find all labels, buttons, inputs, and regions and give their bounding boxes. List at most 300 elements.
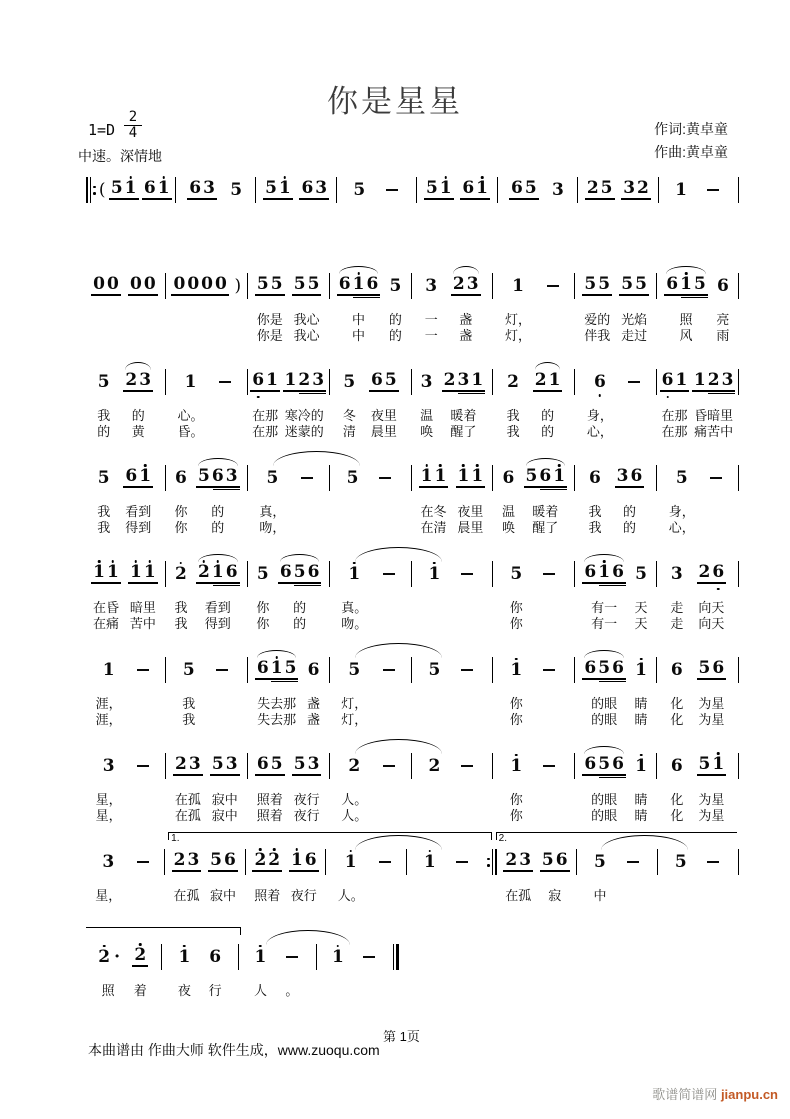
- note-digit: 2: [198, 562, 210, 582]
- note-digit: 3: [623, 178, 636, 198]
- measure: [494, 753, 573, 822]
- note-digit: 3: [466, 274, 479, 294]
- dash-note: [379, 861, 391, 863]
- lyric-syllable: 在痛: [92, 615, 119, 631]
- note-row: [85, 465, 740, 534]
- note-token: [95, 944, 121, 997]
- note-token: [668, 657, 686, 726]
- note-token: [350, 177, 368, 203]
- note-digit: 6: [612, 658, 624, 678]
- barline: [85, 177, 97, 203]
- note-digit: 1: [635, 659, 647, 680]
- note-token: [696, 657, 728, 726]
- note-token: [696, 753, 728, 822]
- note-digit: 3: [425, 275, 438, 296]
- lyric-syllable: 向天: [698, 599, 725, 615]
- note-token: [374, 465, 396, 534]
- note-token: [659, 369, 691, 438]
- site-name: 歌谱简谱网: [652, 1087, 718, 1102]
- note-digit: 3: [616, 466, 629, 486]
- lyric-syllable: 在孤: [174, 807, 201, 823]
- note-digit: 1: [278, 178, 291, 198]
- note-token: [620, 177, 652, 203]
- note-token: [251, 849, 283, 902]
- note-token: [249, 369, 281, 438]
- measure: [167, 753, 246, 822]
- lyric-syllable: 真。: [341, 599, 368, 615]
- note-digit: 6: [338, 274, 351, 294]
- lyric-syllable: 天: [634, 615, 648, 631]
- note-digit: 1: [439, 178, 452, 198]
- dash-note: [137, 669, 149, 671]
- note-digit: 1: [143, 562, 156, 582]
- measure: [318, 944, 393, 997]
- note-digit: 6: [584, 562, 597, 582]
- lyric-syllable: 我: [506, 407, 520, 423]
- note-digit: 1: [284, 370, 297, 390]
- lyric-syllable: 的: [541, 423, 555, 439]
- volta-bracket: [86, 927, 242, 938]
- dash-note: [543, 669, 555, 671]
- measure: [97, 177, 174, 203]
- measure: [660, 177, 737, 203]
- measure: [167, 465, 246, 534]
- lyric-syllable: 晨里: [457, 519, 484, 535]
- note-token: [227, 177, 245, 203]
- dash-note: [461, 765, 473, 767]
- lyric-syllable: 照: [679, 311, 693, 327]
- note-token: [538, 753, 560, 822]
- note-digit: 6: [712, 562, 725, 582]
- note-token: [358, 944, 380, 997]
- score-system: [85, 369, 740, 438]
- lyric-syllable: 心，: [668, 519, 695, 535]
- note-token: [450, 273, 482, 342]
- lyric-syllable: 暗里: [129, 599, 156, 615]
- slur-arc: [198, 458, 238, 466]
- lyric-syllable: 寂中: [211, 807, 238, 823]
- lyric-syllable: 寂: [548, 887, 562, 903]
- note-digit: 5: [284, 658, 297, 678]
- dash-note: [386, 189, 398, 191]
- note-digit: 1: [352, 274, 365, 294]
- note-token: [614, 465, 646, 534]
- note-token: [426, 561, 444, 630]
- score-system: [85, 753, 740, 822]
- dash-note: [461, 573, 473, 575]
- lyric-syllable: 醒了: [532, 519, 559, 535]
- lyric-syllable: 你是: [256, 327, 283, 343]
- note-digit: 6: [307, 562, 320, 582]
- sixteenth-beam: [599, 681, 626, 683]
- note-token: [175, 944, 193, 997]
- lyric-syllable: 吻，: [259, 519, 286, 535]
- note-digit: 3: [312, 370, 325, 390]
- lyric-syllable: 的眼: [591, 791, 618, 807]
- note-digit: 1: [693, 370, 706, 390]
- slur-arc: [584, 554, 624, 562]
- parenthesis: (: [98, 180, 106, 200]
- lyric-syllable: 我: [97, 503, 111, 519]
- page-number: 第 1页: [383, 1029, 420, 1044]
- note-token: [131, 944, 149, 997]
- dash-note: [543, 573, 555, 575]
- note-digit: 2: [175, 563, 187, 584]
- lyric-syllable: 中: [593, 887, 607, 903]
- note-digit: 3: [188, 754, 201, 774]
- note-digit: 2: [443, 370, 456, 390]
- note-digit: 1: [598, 562, 611, 582]
- lyric-syllable: 星，: [95, 887, 122, 903]
- lyric-syllable: 涯，: [95, 711, 122, 727]
- dash-note: [707, 189, 719, 191]
- note-digit: 6: [539, 466, 552, 486]
- lyric-syllable: 你是: [256, 311, 283, 327]
- lyric-syllable: 失去那: [257, 695, 297, 711]
- note-digit: 5: [346, 467, 359, 488]
- augmentation-dot: ·: [114, 947, 121, 967]
- lyric-syllable: 在冬: [420, 503, 447, 519]
- note-digit: 1: [157, 178, 170, 198]
- note-digit: 5: [598, 754, 611, 774]
- note-token: [262, 177, 294, 203]
- note-digit: 1: [471, 466, 484, 486]
- note-digit: 1: [254, 946, 267, 967]
- measure: [576, 753, 655, 822]
- measure: [167, 369, 246, 438]
- lyric-syllable: 夜行: [293, 791, 320, 807]
- note-row: [85, 833, 740, 903]
- dash-note: [137, 861, 149, 863]
- measure: [408, 849, 486, 902]
- measure: [494, 369, 573, 438]
- note-token: [418, 369, 436, 438]
- note-digit: 1: [548, 370, 561, 390]
- lyric-syllable: 看到: [204, 599, 231, 615]
- note-digit: 6: [593, 371, 606, 392]
- tie-arc: [355, 547, 442, 562]
- dash-note: [301, 477, 313, 479]
- lyric-syllable: 昏暗里: [694, 407, 734, 423]
- note-token: [132, 849, 154, 902]
- note-digit: 3: [102, 755, 115, 776]
- lyric-syllable: 化: [670, 807, 684, 823]
- score-system: [85, 833, 740, 903]
- note-token: [127, 561, 159, 630]
- lyric-syllable: 得到: [204, 615, 231, 631]
- lyric-syllable: 真，: [259, 503, 286, 519]
- note-digit: 6: [462, 178, 475, 198]
- note-token: [132, 753, 154, 822]
- note-digit: 6: [252, 370, 265, 390]
- measure: [85, 465, 164, 534]
- note-token: [456, 753, 478, 822]
- note-token: [305, 657, 323, 726]
- score-system: [85, 465, 740, 534]
- barline: [737, 657, 740, 683]
- measure: [499, 177, 576, 203]
- note-token: [456, 561, 478, 630]
- dash-note: [547, 285, 559, 287]
- note-digit: 1: [476, 178, 488, 198]
- lyric-syllable: 我: [97, 407, 111, 423]
- note-token: [254, 273, 286, 342]
- lyric-syllable: 走: [670, 615, 684, 631]
- note-digit: 5: [210, 850, 222, 870]
- note-digit: 5: [348, 659, 361, 680]
- note-row: [85, 177, 740, 203]
- lyric-syllable: 光焰: [621, 311, 648, 327]
- note-digit: 5: [698, 658, 711, 678]
- lyric-syllable: 夜: [177, 982, 191, 998]
- lyric-syllable: 爱的: [584, 311, 611, 327]
- lyric-syllable: 痛苦中: [694, 423, 734, 439]
- dash-note: [286, 956, 298, 958]
- note-digit: 5: [594, 851, 606, 872]
- note-digit: 5: [307, 274, 320, 294]
- note-token: [233, 273, 242, 342]
- measure: [240, 944, 315, 997]
- note-token: [95, 465, 113, 534]
- note-digit: 3: [519, 850, 532, 870]
- sixteenth-beam: [213, 585, 240, 587]
- measure: [494, 273, 573, 342]
- sixteenth-beam: [271, 681, 298, 683]
- note-digit: 2: [268, 850, 281, 870]
- note-digit: 5: [293, 754, 306, 774]
- note-token: [298, 177, 330, 203]
- sixteenth-beam: [540, 489, 567, 491]
- note-digit: 1: [178, 946, 191, 967]
- note-token: [618, 273, 650, 342]
- note-digit: 1: [290, 850, 303, 870]
- time-signature-numerator: 2: [128, 109, 138, 125]
- note-token: [288, 849, 320, 902]
- lyric-syllable: 寂中: [211, 791, 238, 807]
- note-digit: 0: [187, 274, 200, 294]
- note-token: [632, 753, 650, 822]
- dash-note: [379, 477, 391, 479]
- note-digit: 5: [524, 178, 537, 198]
- measure: [249, 753, 328, 822]
- measure: [249, 369, 328, 438]
- note-token: [132, 657, 154, 726]
- lyric-syllable: 寂中: [209, 887, 236, 903]
- note-digit: 2: [175, 754, 187, 774]
- lyric-syllable: 有一: [591, 599, 618, 615]
- note-token: [98, 177, 107, 203]
- note-digit: 3: [225, 466, 238, 486]
- lyric-syllable: 在那: [661, 423, 688, 439]
- note-token: [122, 369, 154, 438]
- sixteenth-beam: [708, 393, 735, 395]
- note-token: [252, 944, 270, 997]
- lyric-syllable: 睛: [634, 791, 648, 807]
- note-digit: 1: [124, 178, 137, 198]
- note-token: [207, 849, 239, 902]
- note-token: [581, 561, 627, 630]
- barline: [737, 177, 740, 203]
- note-digit: 5: [270, 754, 283, 774]
- note-token: [291, 273, 323, 342]
- lyric-syllable: 的: [131, 407, 145, 423]
- note-token: [426, 753, 444, 822]
- note-digit: 6: [584, 754, 597, 774]
- note-token: [423, 177, 455, 203]
- lyric-syllable: 星，: [95, 807, 122, 823]
- lyric-syllable: 迷蒙的: [284, 423, 324, 439]
- note-digit: 2: [125, 370, 138, 390]
- note-token: [502, 849, 534, 902]
- note-token: [258, 465, 286, 534]
- note-token: [542, 273, 564, 342]
- note-token: [127, 273, 159, 342]
- score-system: [85, 657, 740, 726]
- note-token: [705, 465, 727, 534]
- measure: [576, 657, 655, 726]
- note-token: [451, 849, 473, 902]
- lyric-syllable: 我: [588, 503, 602, 519]
- note-digit: 5: [256, 563, 269, 584]
- note-digit: 2: [586, 178, 599, 198]
- lyric-syllable: 在孤: [174, 791, 201, 807]
- note-token: [581, 657, 627, 726]
- note-token: [586, 369, 614, 438]
- note-digit: 0: [107, 274, 119, 294]
- note-token: [668, 561, 686, 630]
- measure: [257, 177, 334, 203]
- note-digit: 5: [293, 562, 306, 582]
- lyric-syllable: 在那: [252, 423, 279, 439]
- measure: [249, 561, 328, 630]
- lyric-syllable: 盏: [307, 711, 321, 727]
- dash-note: [627, 861, 639, 863]
- lyric-syllable: 你: [174, 519, 188, 535]
- lyric-syllable: 身，: [668, 503, 695, 519]
- note-digit: 5: [674, 851, 687, 872]
- slur-arc: [280, 554, 320, 562]
- note-digit: 5: [675, 467, 688, 488]
- note-digit: 6: [307, 659, 320, 680]
- note-token: [340, 561, 368, 630]
- note-token: [623, 369, 645, 438]
- tie-arc: [355, 643, 442, 658]
- note-token: [504, 273, 532, 342]
- lyric-syllable: 你: [509, 711, 523, 727]
- note-digit: 5: [230, 179, 243, 200]
- measure: [331, 753, 410, 822]
- lyric-syllable: 你: [509, 807, 523, 823]
- note-digit: 1: [510, 755, 523, 776]
- note-token: [507, 561, 525, 630]
- volta-bracket: [496, 832, 738, 843]
- lyric-syllable: 在那: [252, 407, 279, 423]
- note-digit: 5: [598, 274, 611, 294]
- song-title: 你是星星: [327, 84, 463, 119]
- note-digit: 2: [505, 850, 518, 870]
- note-digit: 5: [541, 850, 554, 870]
- lyric-syllable: 得到: [125, 519, 152, 535]
- lyric-syllable: 心，: [586, 423, 613, 439]
- software-credit: 本曲谱由 作曲大师 软件生成，www.zuoqu.com: [88, 1042, 380, 1058]
- lyric-syllable: 唤: [501, 519, 515, 535]
- note-digit: 5: [384, 370, 397, 390]
- slur-arc: [339, 266, 379, 274]
- note-digit: 5: [621, 274, 634, 294]
- note-token: [500, 465, 518, 534]
- measure: [658, 273, 737, 342]
- measure: [658, 369, 737, 438]
- note-token: [176, 369, 204, 438]
- note-digit: 5: [198, 466, 210, 486]
- lyric-syllable: 的: [293, 615, 307, 631]
- barline: [737, 369, 740, 395]
- note-digit: 1: [139, 466, 152, 486]
- lyric-syllable: 一: [424, 311, 438, 327]
- note-digit: 5: [389, 275, 402, 296]
- note-digit: 2: [348, 755, 361, 776]
- note-token: [195, 561, 241, 630]
- lyric-syllable: 我: [588, 519, 602, 535]
- barline: [737, 849, 740, 875]
- lyric-syllable: 我: [182, 695, 196, 711]
- measure: [413, 273, 492, 342]
- dash-note: [461, 669, 473, 671]
- note-digit: 6: [589, 467, 601, 488]
- barline: [392, 944, 400, 970]
- note-digit: 1: [471, 370, 484, 390]
- lyric-syllable: 为星: [698, 711, 725, 727]
- lyric-syllable: 灯，: [504, 311, 531, 327]
- note-token: [254, 561, 272, 630]
- lyric-syllable: 盏: [459, 311, 473, 327]
- lyric-syllable: 在那: [661, 407, 688, 423]
- lyric-syllable: 为星: [698, 695, 725, 711]
- lyric-syllable: 唤: [420, 423, 434, 439]
- note-digit: 1: [675, 179, 687, 200]
- note-token: [378, 753, 400, 822]
- note-token: [180, 657, 198, 726]
- lyric-syllable: 的: [622, 519, 636, 535]
- lyric-syllable: 亮: [716, 311, 730, 327]
- measure: [338, 177, 415, 203]
- note-token: [340, 369, 358, 438]
- note-digit: 1: [420, 466, 433, 486]
- note-token: [122, 465, 154, 534]
- dash-note: [628, 381, 640, 383]
- note-token: [581, 753, 627, 822]
- lyric-syllable: 有一: [591, 615, 618, 631]
- note-digit: 1: [712, 754, 725, 774]
- lyric-syllable: 你: [509, 791, 523, 807]
- lyric-syllable: 温: [501, 503, 515, 519]
- note-digit: 2: [698, 562, 711, 582]
- lyric-syllable: 走: [670, 599, 684, 615]
- lyric-syllable: 着: [133, 982, 147, 998]
- note-digit: 2: [452, 274, 465, 294]
- measure: [85, 753, 164, 822]
- parenthesis: ): [234, 276, 242, 296]
- note-token: [378, 657, 400, 726]
- note-token: [368, 369, 400, 438]
- note-digit: 3: [315, 178, 328, 198]
- measure: [167, 561, 246, 630]
- lyric-syllable: 睛: [634, 695, 648, 711]
- note-digit: 5: [693, 274, 706, 294]
- note-digit: 6: [209, 946, 222, 967]
- note-digit: 2: [134, 945, 147, 965]
- lyric-syllable: 人。: [341, 791, 368, 807]
